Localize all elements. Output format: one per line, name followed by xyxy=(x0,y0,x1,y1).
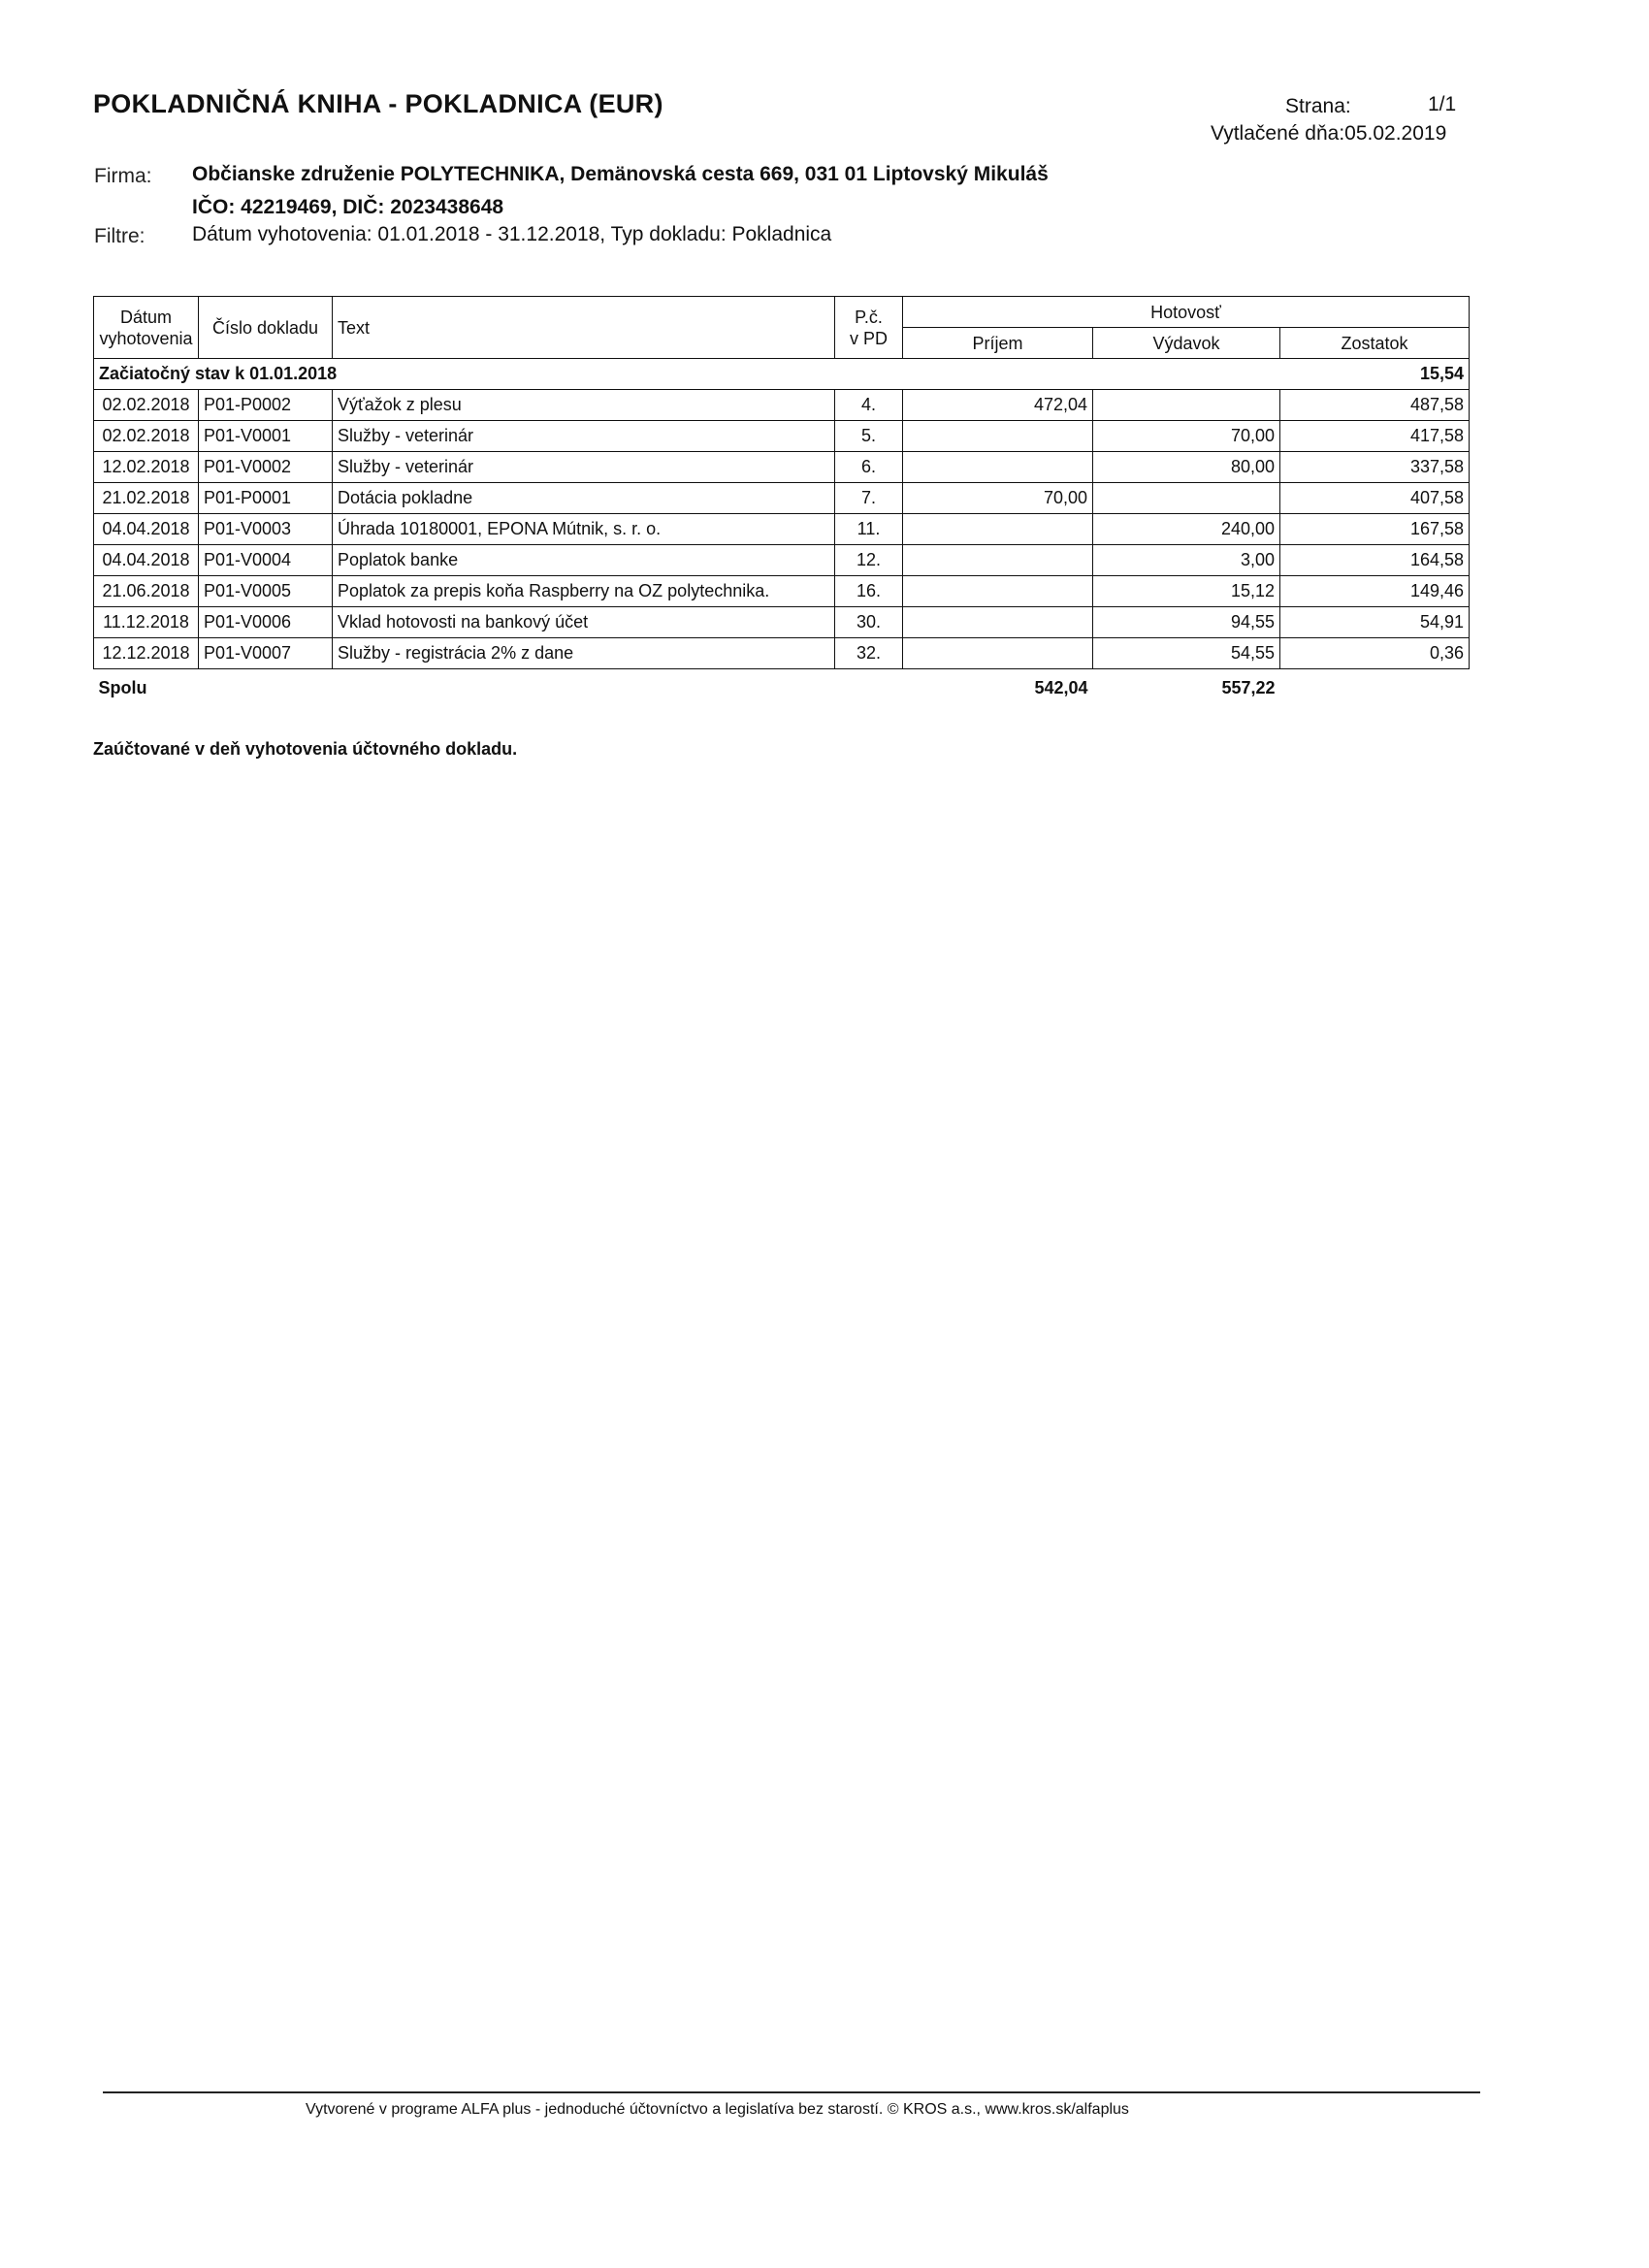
cell-balance: 167,58 xyxy=(1280,514,1470,545)
cell-order-number: 12. xyxy=(835,545,903,576)
cell-order-number: 7. xyxy=(835,483,903,514)
cell-doc-number: P01-V0006 xyxy=(199,607,333,638)
cell-text: Výťažok z plesu xyxy=(333,390,835,421)
cell-text: Poplatok banke xyxy=(333,545,835,576)
total-balance-empty xyxy=(1280,669,1470,704)
cell-income xyxy=(903,421,1093,452)
cell-date: 21.06.2018 xyxy=(94,576,199,607)
cell-text: Služby - veterinár xyxy=(333,452,835,483)
footer-text: Vytvorené v programe ALFA plus - jednoduché účtovníctvo a legislatíva bez starostí. © KROS a.s., www.kros.sk/alfaplus xyxy=(306,2101,1129,2118)
cell-balance: 164,58 xyxy=(1280,545,1470,576)
total-income: 542,04 xyxy=(1034,678,1088,697)
table-row xyxy=(94,576,1470,607)
firm-label: Firma: xyxy=(94,165,152,187)
page-number-label: Strana: xyxy=(1285,95,1351,117)
table-row xyxy=(94,638,1470,669)
cell-order-number: 32. xyxy=(835,638,903,669)
cell-income xyxy=(903,576,1093,607)
table-row xyxy=(94,390,1470,421)
filter-label: Filtre: xyxy=(94,225,146,247)
cell-expense: 3,00 xyxy=(1093,545,1280,576)
header-income: Príjem xyxy=(903,328,1093,359)
cell-income xyxy=(903,545,1093,576)
header-row-1 xyxy=(94,297,1470,328)
table-row xyxy=(94,545,1470,576)
cell-doc-number: P01-V0007 xyxy=(199,638,333,669)
firm-name: Občianske združenie POLYTECHNIKA, Demänovská cesta 669, 031 01 Liptovský Mikuláš xyxy=(192,163,1049,185)
header-date: Dátum vyhotovenia xyxy=(94,297,199,359)
cell-order-number: 11. xyxy=(835,514,903,545)
cell-income: 70,00 xyxy=(903,483,1093,514)
printed-date: Vytlačené dňa:05.02.2019 xyxy=(1211,122,1447,145)
opening-balance-row xyxy=(94,359,1470,390)
cell-text: Dotácia pokladne xyxy=(333,483,835,514)
cell-text: Poplatok za prepis koňa Raspberry na OZ polytechnika. xyxy=(333,576,835,607)
cell-expense: 80,00 xyxy=(1093,452,1280,483)
table-row xyxy=(94,483,1470,514)
cell-text: Vklad hotovosti na bankový účet xyxy=(333,607,835,638)
cell-order-number: 6. xyxy=(835,452,903,483)
opening-balance-value: 15,54 xyxy=(1280,359,1470,390)
cell-date: 04.04.2018 xyxy=(94,514,199,545)
cell-income xyxy=(903,607,1093,638)
cell-date: 12.02.2018 xyxy=(94,452,199,483)
footer-divider xyxy=(103,2091,1480,2093)
cell-doc-number: P01-V0004 xyxy=(199,545,333,576)
cell-expense: 94,55 xyxy=(1093,607,1280,638)
cell-expense: 15,12 xyxy=(1093,576,1280,607)
header-expense: Výdavok xyxy=(1093,328,1280,359)
cell-income xyxy=(903,452,1093,483)
table-row xyxy=(94,607,1470,638)
firm-ids: IČO: 42219469, DIČ: 2023438648 xyxy=(192,196,504,218)
table-row xyxy=(94,452,1470,483)
cell-expense xyxy=(1093,483,1280,514)
filter-value: Dátum vyhotovenia: 01.01.2018 - 31.12.2018, Typ dokladu: Pokladnica xyxy=(192,223,832,245)
header-cash: Hotovosť xyxy=(903,297,1470,328)
total-expense: 557,22 xyxy=(1221,678,1276,697)
page-number: 1/1 xyxy=(1428,93,1457,115)
table-row xyxy=(94,514,1470,545)
header-text: Text xyxy=(333,297,835,359)
cell-balance: 0,36 xyxy=(1280,638,1470,669)
cell-expense: 70,00 xyxy=(1093,421,1280,452)
cell-expense xyxy=(1093,390,1280,421)
cell-balance: 337,58 xyxy=(1280,452,1470,483)
cell-text: Služby - veterinár xyxy=(333,421,835,452)
header-doc-number: Číslo dokladu xyxy=(199,297,333,359)
cell-date: 12.12.2018 xyxy=(94,638,199,669)
cell-balance: 487,58 xyxy=(1280,390,1470,421)
cell-text: Úhrada 10180001, EPONA Mútnik, s. r. o. xyxy=(333,514,835,545)
header-order-number: P.č. v PD xyxy=(835,297,903,359)
cell-balance: 54,91 xyxy=(1280,607,1470,638)
header-balance: Zostatok xyxy=(1280,328,1470,359)
total-label: Spolu xyxy=(98,678,147,697)
table-row xyxy=(94,421,1470,452)
cell-order-number: 30. xyxy=(835,607,903,638)
cell-doc-number: P01-V0001 xyxy=(199,421,333,452)
cell-date: 02.02.2018 xyxy=(94,421,199,452)
cell-date: 11.12.2018 xyxy=(94,607,199,638)
cell-expense: 54,55 xyxy=(1093,638,1280,669)
cell-date: 21.02.2018 xyxy=(94,483,199,514)
cell-income: 472,04 xyxy=(903,390,1093,421)
cell-doc-number: P01-V0005 xyxy=(199,576,333,607)
cell-balance: 149,46 xyxy=(1280,576,1470,607)
posting-note: Zaúčtované v deň vyhotovenia účtovného dokladu. xyxy=(93,739,518,759)
page-title: POKLADNIČNÁ KNIHA - POKLADNICA (EUR) xyxy=(93,89,663,118)
cell-doc-number: P01-P0001 xyxy=(199,483,333,514)
cell-income xyxy=(903,638,1093,669)
cell-date: 04.04.2018 xyxy=(94,545,199,576)
cell-date: 02.02.2018 xyxy=(94,390,199,421)
cell-doc-number: P01-P0002 xyxy=(199,390,333,421)
cell-doc-number: P01-V0003 xyxy=(199,514,333,545)
cell-text: Služby - registrácia 2% z dane xyxy=(333,638,835,669)
cell-expense: 240,00 xyxy=(1093,514,1280,545)
cell-order-number: 5. xyxy=(835,421,903,452)
opening-balance-label: Začiatočný stav k 01.01.2018 xyxy=(94,359,1280,390)
cell-order-number: 16. xyxy=(835,576,903,607)
cell-income xyxy=(903,514,1093,545)
cell-balance: 417,58 xyxy=(1280,421,1470,452)
cell-balance: 407,58 xyxy=(1280,483,1470,514)
cash-book-table xyxy=(93,296,1470,703)
cell-order-number: 4. xyxy=(835,390,903,421)
cell-doc-number: P01-V0002 xyxy=(199,452,333,483)
total-row xyxy=(94,669,1470,704)
